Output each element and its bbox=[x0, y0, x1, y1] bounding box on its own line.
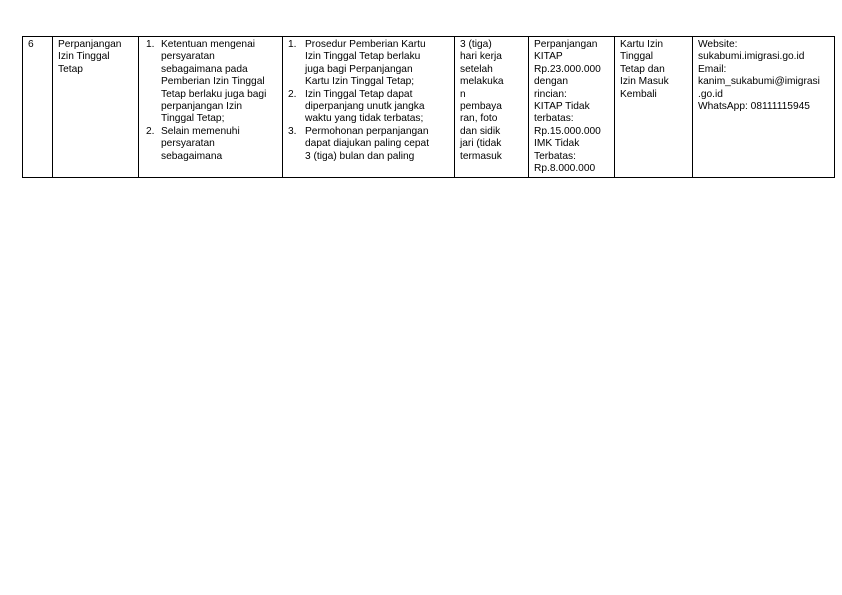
requirement-line: Tinggal Tetap; bbox=[161, 113, 225, 125]
time-line: melakuka bbox=[460, 76, 504, 88]
time-line: setelah bbox=[460, 63, 493, 75]
service-name-cell bbox=[53, 37, 139, 178]
cost-cell bbox=[529, 37, 615, 178]
product-line: Kembali bbox=[620, 88, 657, 100]
procedure-line: Prosedur Pemberian Kartu bbox=[305, 39, 426, 50]
procedure-item bbox=[288, 126, 449, 163]
cost-line: rincian: bbox=[534, 88, 567, 100]
requirement-number: 1. bbox=[146, 39, 155, 50]
contact-line: WhatsApp: 08111115945 bbox=[698, 101, 810, 113]
service-name-line: Perpanjangan bbox=[58, 39, 122, 50]
contact-line: .go.id bbox=[698, 88, 723, 100]
product-line: Kartu Izin bbox=[620, 39, 664, 50]
time-line: 3 (tiga) bbox=[460, 39, 492, 50]
processing-time-cell bbox=[455, 37, 529, 178]
requirement-item bbox=[146, 126, 277, 163]
cost-line: Terbatas: bbox=[534, 150, 576, 162]
procedure-line: juga bagi Perpanjangan bbox=[305, 63, 413, 75]
time-line: termasuk bbox=[460, 150, 502, 162]
service-name-line: Tetap bbox=[58, 63, 83, 75]
service-name-line: Izin Tinggal bbox=[58, 51, 110, 63]
cost-line: Rp.23.000.000 bbox=[534, 63, 601, 75]
requirement-line: Tetap berlaku juga bagi bbox=[161, 88, 267, 100]
contact-cell bbox=[693, 37, 835, 178]
time-line: n bbox=[460, 88, 466, 100]
procedure-number: 3. bbox=[288, 125, 297, 137]
procedure-number: 2. bbox=[288, 88, 297, 100]
requirements-cell bbox=[139, 37, 283, 178]
requirement-item bbox=[146, 39, 277, 126]
requirement-line: persyaratan bbox=[161, 51, 215, 63]
procedure-number: 1. bbox=[288, 39, 297, 50]
cost-line: IMK Tidak bbox=[534, 138, 580, 150]
cost-line: terbatas: bbox=[534, 113, 574, 125]
requirement-line: Ketentuan mengenai bbox=[161, 39, 256, 50]
cost-line: dengan bbox=[534, 76, 568, 88]
procedure-line: diperpanjang unutk jangka bbox=[305, 101, 425, 113]
procedure-cell bbox=[283, 37, 455, 178]
row-number: 6 bbox=[28, 39, 34, 50]
product-line: Tetap dan bbox=[620, 63, 665, 75]
procedure-item bbox=[288, 39, 449, 89]
cost-line: KITAP bbox=[534, 51, 563, 63]
contact-line: sukabumi.imigrasi.go.id bbox=[698, 51, 805, 63]
procedure-line: 3 (tiga) bulan dan paling bbox=[305, 150, 415, 162]
requirement-line: sebagaimana bbox=[161, 150, 223, 162]
service-table bbox=[22, 36, 835, 178]
procedure-item bbox=[288, 89, 449, 126]
procedure-line: Izin Tinggal Tetap dapat bbox=[305, 88, 413, 100]
cost-line: Perpanjangan bbox=[534, 39, 598, 50]
time-line: hari kerja bbox=[460, 51, 502, 63]
contact-line: kanim_sukabumi@imigrasi bbox=[698, 76, 820, 88]
procedure-line: Kartu Izin Tinggal Tetap; bbox=[305, 76, 415, 88]
row-number-cell bbox=[23, 37, 53, 178]
procedure-line: Permohonan perpanjangan bbox=[305, 125, 429, 137]
procedure-line: dapat diajukan paling cepat bbox=[305, 138, 430, 150]
time-line: pembaya bbox=[460, 101, 502, 113]
contact-line: Email: bbox=[698, 63, 727, 75]
procedure-line: waktu yang tidak terbatas; bbox=[305, 113, 424, 125]
contact-line: Website: bbox=[698, 39, 738, 50]
cost-line: Rp.8.000.000 bbox=[534, 163, 596, 175]
time-line: dan sidik bbox=[460, 125, 501, 137]
requirement-line: perpanjangan Izin bbox=[161, 101, 242, 113]
requirement-line: Pemberian Izin Tinggal bbox=[161, 76, 265, 88]
table-row bbox=[23, 37, 835, 178]
time-line: jari (tidak bbox=[460, 138, 502, 150]
procedure-line: Izin Tinggal Tetap berlaku bbox=[305, 51, 421, 63]
requirement-line: persyaratan bbox=[161, 138, 215, 150]
time-line: ran, foto bbox=[460, 113, 498, 125]
product-line: Tinggal bbox=[620, 51, 654, 63]
cost-line: KITAP Tidak bbox=[534, 101, 590, 113]
cost-line: Rp.15.000.000 bbox=[534, 125, 601, 137]
requirement-line: Selain memenuhi bbox=[161, 125, 240, 137]
service-product-cell bbox=[615, 37, 693, 178]
product-line: Izin Masuk bbox=[620, 76, 669, 88]
requirement-line: sebagaimana pada bbox=[161, 63, 248, 75]
requirement-number: 2. bbox=[146, 125, 155, 137]
